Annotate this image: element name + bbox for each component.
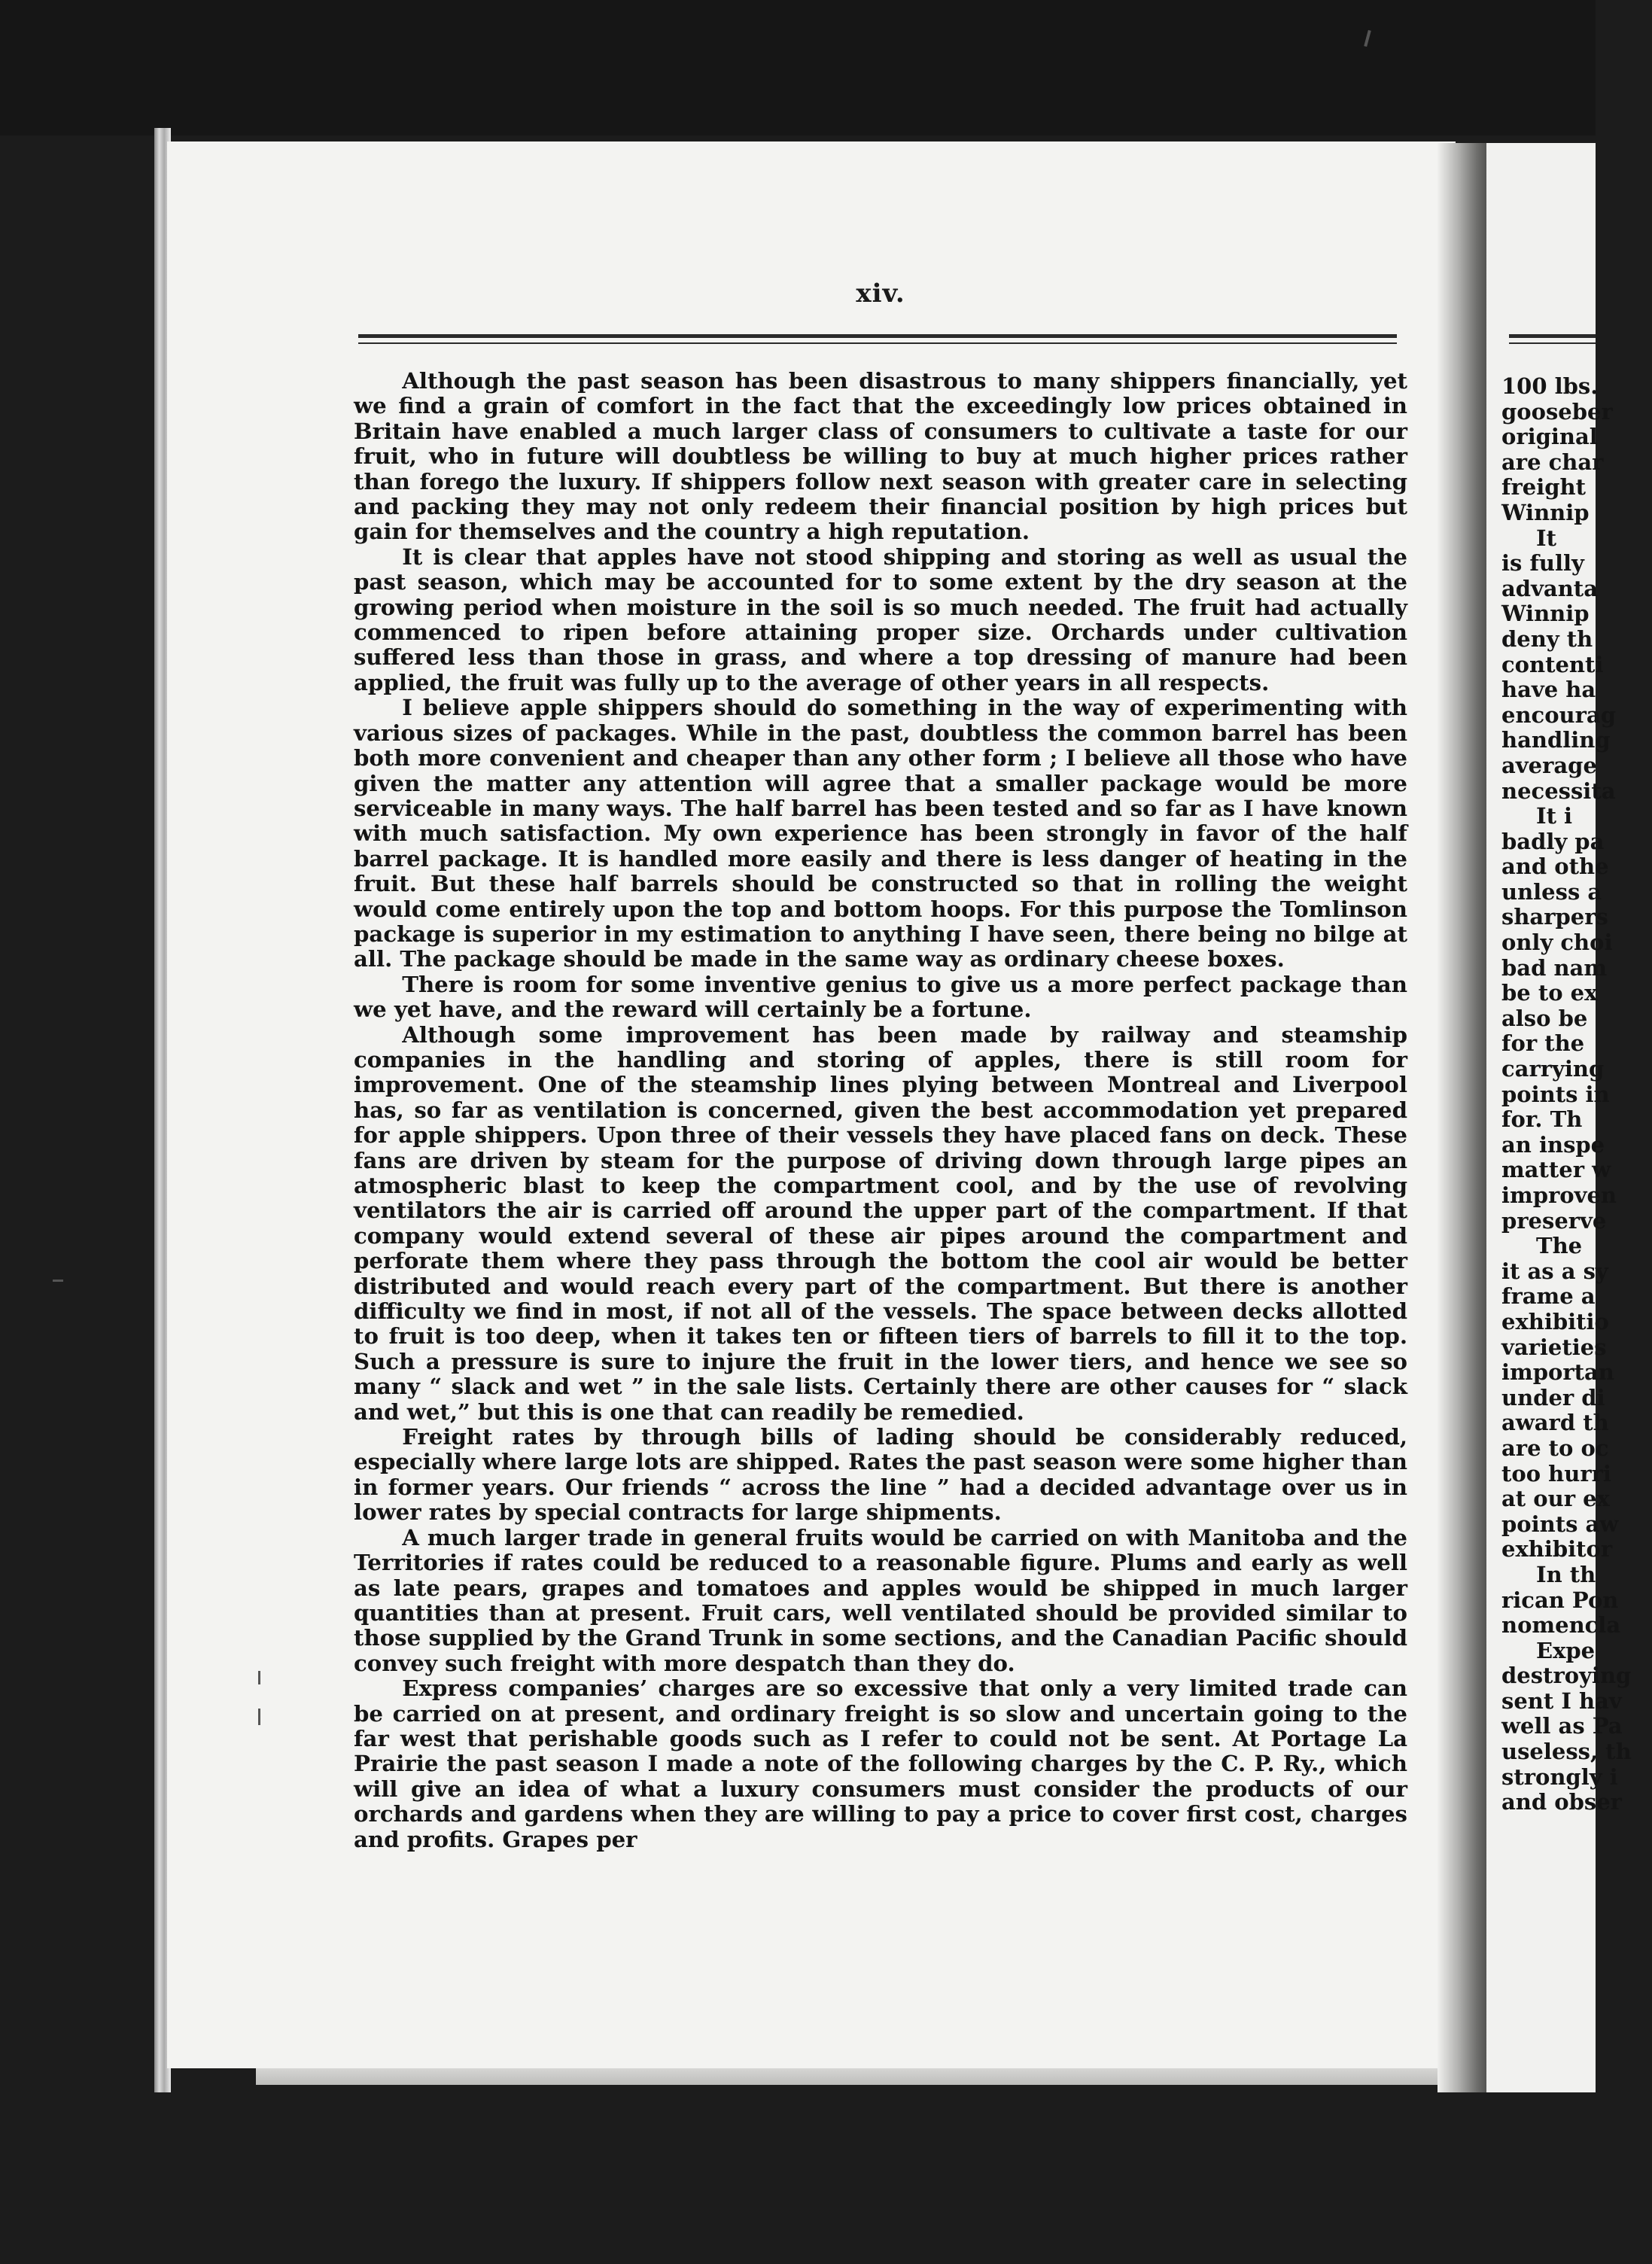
- facing-page-line: Expe: [1536, 1637, 1596, 1663]
- facing-page-line: sent I hav: [1501, 1687, 1622, 1714]
- paragraph: There is room for some inventive genius to give us a more perfect package than we yet have, and the reward will certainly be a fortune.: [354, 971, 1407, 1023]
- paragraph: Express companies’ charges are so excessive that only a very limited trade can be carried on at present, and ordinary freight is so slow and uncertain going to the far west that perishable goods such as I refer to could not be sent. At Portage La Prairie the past season I made a note of the following charges by the C. P. Ry., which will give an idea of what a luxury consumers must consider the products of our orchards and gardens when they are willing to pay a price to cover first cost, charges and profits. Grapes per: [354, 1675, 1407, 1852]
- facing-page-line: sharpers: [1501, 904, 1608, 930]
- facing-page-line: improven: [1501, 1182, 1617, 1208]
- facing-page-line: advanta: [1501, 575, 1598, 601]
- facing-page-line: at our ex: [1501, 1486, 1610, 1512]
- facing-page-line: rican Pon: [1501, 1587, 1619, 1613]
- facing-page-line: points in: [1501, 1081, 1610, 1107]
- facing-page-line: points aw: [1501, 1511, 1619, 1537]
- paragraph: Freight rates by through bills of lading should be considerably reduced, especially where large lots are shipped. Rates the past season were some higher than in former years. Our friends “ across the line ” had a decided advantage over us in lower rates by special contracts for large shipments.: [354, 1424, 1407, 1526]
- facing-page-line: useless, th: [1501, 1739, 1632, 1765]
- facing-page-line: exhibitio: [1501, 1308, 1609, 1334]
- facing-page-line: varieties: [1501, 1334, 1607, 1360]
- facing-page-line: It: [1536, 525, 1556, 551]
- facing-page-line: preserve: [1501, 1207, 1607, 1234]
- facing-page-line: handling: [1501, 727, 1611, 753]
- book-gutter-shadow: [1438, 143, 1490, 2092]
- facing-page-line: freight: [1501, 474, 1586, 501]
- facing-page-line: is fully: [1501, 550, 1584, 577]
- facing-page-line: be to ex: [1501, 980, 1598, 1006]
- facing-page-line: Winnip: [1501, 499, 1590, 525]
- facing-page-line: well as Pa: [1501, 1713, 1623, 1739]
- facing-page-line: carrying: [1501, 1056, 1605, 1082]
- facing-page-line: and othe: [1501, 854, 1609, 880]
- facing-page-text: [1501, 374, 1652, 1815]
- facing-page-line: also be: [1501, 1005, 1588, 1031]
- dust-speck: [258, 1709, 260, 1725]
- facing-page-line: gooseber: [1501, 398, 1613, 424]
- facing-page-line: only choi: [1501, 930, 1613, 956]
- facing-page-line: matter w: [1501, 1157, 1611, 1183]
- facing-page-line: Winnip: [1501, 601, 1590, 627]
- dust-speck: [53, 1280, 63, 1282]
- facing-page-line: deny th: [1501, 625, 1593, 652]
- facing-page-line: for the: [1501, 1030, 1585, 1057]
- facing-page-line: award th: [1501, 1410, 1609, 1436]
- paragraph: It is clear that apples have not stood shipping and storing as well as usual the past season, which may be accounted for to some extent by the dry season at the growing period when moisture in the soil is so much needed. The fruit had actually commenced to ripen before attaining proper size. Orchards under cultivation suffered less than those in grass, and where a top dressing of manure had been applied, the fruit was fully up to the average of other years in all respects.: [354, 543, 1407, 695]
- facing-header-rule-thin: [1509, 342, 1596, 344]
- facing-page-line: for. Th: [1501, 1106, 1583, 1133]
- facing-page-line: exhibitor: [1501, 1536, 1613, 1563]
- facing-page-line: importan: [1501, 1359, 1614, 1386]
- paragraph: I believe apple shippers should do something in the way of experimenting with various sizes of packages. While in the past, doubtless the common barrel has been both more convenient and cheaper than any other form ; I believe all those who have given the matter any attention will agree that a smaller package would be more serviceable in many ways. The half barrel has been tested and so far as I have known with much satisfaction. My own experience has been strongly in favor of the half barrel package. It is handled more easily and there is less danger of heating in the fruit. But these half barrels should be constructed so that in rolling the weight would come entirely upon the top and bottom hoops. For this purpose the Tomlinson package is superior in my estimation to anything I have seen, there being no bilge at all. The package should be made in the same way as ordinary cheese boxes.: [354, 695, 1407, 972]
- facing-page-line: too hurri: [1501, 1460, 1611, 1487]
- paragraph: Although some improvement has been made by railway and steamship companies in the handling and storing of apples, there is still room for improvement. One of the steamship lines plying between Montreal and Liverpool has, so far as ventilation is concerned, given the best accommodation yet prepared for apple shippers. Upon three of their vessels they have placed fans on deck. These fans are driven by steam for the purpose of driving down through large pipes an atmospheric blast to keep the compartment cool, and by the use of revolving ventilators the air is carried off around the upper part of the compartment. If that company would extend several of these air pipes around the compartment and perforate them where they pass through the bottom the cool air would be better distributed and would reach every part of the compartment. But there is another difficulty we find in most, if not all of the vessels. The space between decks allotted to fruit is too deep, when it takes ten or fifteen tiers of barrels to fill it to the top. Such a pressure is sure to injure the fruit in the lower tiers, and hence we see so many “ slack and wet ” in the sale lists. Certainly there are other causes for “ slack and wet,” but this is one that can readily be remedied.: [354, 1021, 1407, 1425]
- facing-page-line: badly pa: [1501, 828, 1605, 854]
- facing-page-line: average: [1501, 752, 1597, 778]
- dust-speck: [258, 1671, 260, 1684]
- facing-page-line: encourag: [1501, 701, 1616, 728]
- facing-header-rule-thick: [1509, 334, 1596, 338]
- facing-page-line: unless a: [1501, 878, 1602, 905]
- facing-page-line: In th: [1536, 1561, 1596, 1587]
- header-rule-thin: [358, 342, 1397, 344]
- facing-page-line: strongly i: [1501, 1763, 1618, 1790]
- facing-page-line: nomencla: [1501, 1612, 1621, 1639]
- facing-page-line: contenti: [1501, 651, 1604, 677]
- facing-page-line: 100 lbs.: [1501, 373, 1599, 399]
- facing-page-line: have ha: [1501, 677, 1596, 703]
- facing-page-line: frame a: [1501, 1283, 1596, 1310]
- facing-page-line: it as a sy: [1501, 1258, 1608, 1284]
- header-rule-thick: [358, 334, 1397, 338]
- facing-page-line: and obser: [1501, 1789, 1622, 1815]
- facing-page-line: It i: [1536, 803, 1573, 829]
- paragraph: Although the past season has been disastrous to many shippers financially, yet we find a grain of comfort in the fact that the exceedingly low prices obtained in Britain have enabled a much larger class of consumers to cultivate a taste for our fruit, who in future will doubtless be willing to buy at much higher prices rather than forego the luxury. If shippers follow next season with greater care in selecting and packing they may not only redeem their financial position by high prices but gain for themselves and the country a high reputation.: [354, 368, 1407, 545]
- facing-page-line: bad nam: [1501, 954, 1608, 981]
- facing-page-line: are to oc: [1501, 1435, 1609, 1461]
- facing-page-line: original: [1501, 424, 1598, 450]
- page-number: xiv.: [856, 278, 905, 309]
- facing-page-line: under di: [1501, 1384, 1605, 1410]
- facing-page-line: necessita: [1501, 777, 1616, 804]
- facing-page-line: an inspe: [1501, 1131, 1605, 1158]
- facing-page-line: The: [1536, 1233, 1583, 1259]
- facing-page-line: are char: [1501, 449, 1604, 475]
- scanner-background: [0, 0, 1596, 135]
- paragraph: A much larger trade in general fruits would be carried on with Manitoba and the Territories if rates could be reduced to a reasonable figure. Plums and early as well as late pears, grapes and tomatoes and apples would be shipped in much larger quantities than at present. Fruit cars, well ventilated should be provided similar to those supplied by the Grand Trunk in some sections, and the Canadian Pacific should convey such freight with more despatch than they do.: [354, 1524, 1407, 1676]
- facing-page-line: destroying: [1501, 1663, 1632, 1689]
- body-text: [354, 369, 1407, 1852]
